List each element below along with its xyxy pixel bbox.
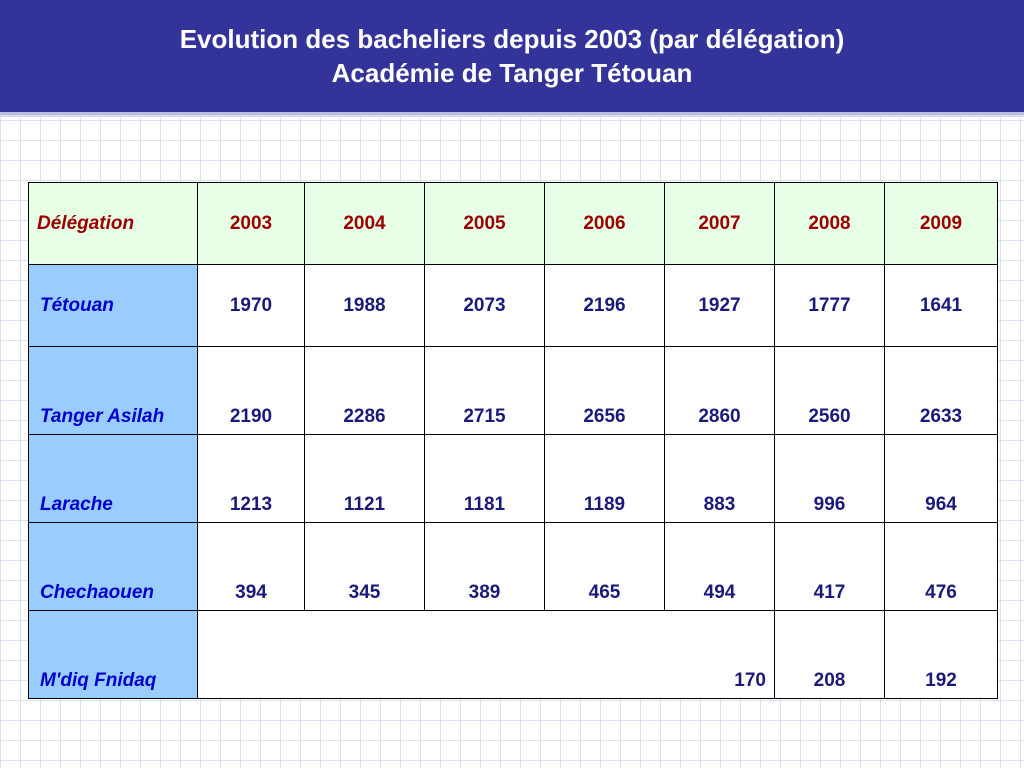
table-cell: 1970 — [198, 265, 305, 347]
table-cell: 1189 — [545, 435, 665, 523]
slide-title: Evolution des bacheliers depuis 2003 (par délégation) — [179, 24, 845, 54]
row-label: Chechaouen — [29, 523, 198, 611]
table-cell: 1777 — [775, 265, 885, 347]
table-cell: 1181 — [425, 435, 545, 523]
table-cell: 2715 — [425, 347, 545, 435]
header-year: 2007 — [665, 183, 775, 265]
row-label: Tétouan — [29, 265, 198, 347]
table-cell: 2656 — [545, 347, 665, 435]
table-row — [29, 435, 998, 523]
table-cell: 883 — [665, 435, 775, 523]
table-cell: 465 — [545, 523, 665, 611]
table-row — [29, 347, 998, 435]
table-cell: 208 — [775, 611, 885, 699]
header-year: 2006 — [545, 183, 665, 265]
table-cell: 1213 — [198, 435, 305, 523]
table-row — [29, 265, 998, 347]
table-cell: 2633 — [885, 347, 998, 435]
table-cell: 2560 — [775, 347, 885, 435]
table-header-row — [29, 183, 998, 265]
table-cell-merged: 170 — [198, 611, 775, 699]
table-cell: 476 — [885, 523, 998, 611]
table-row — [29, 523, 998, 611]
row-label: Larache — [29, 435, 198, 523]
table-row — [29, 611, 998, 699]
header-year: 2003 — [198, 183, 305, 265]
row-label: Tanger Asilah — [29, 347, 198, 435]
table-cell: 1121 — [305, 435, 425, 523]
table-cell: 192 — [885, 611, 998, 699]
bacheliers-table — [28, 182, 998, 699]
title-bar — [0, 0, 1024, 112]
header-year: 2009 — [885, 183, 998, 265]
table-cell: 964 — [885, 435, 998, 523]
slide-subtitle: Académie de Tanger Tétouan — [331, 58, 693, 88]
table-cell: 2860 — [665, 347, 775, 435]
header-year: 2004 — [305, 183, 425, 265]
table-cell: 996 — [775, 435, 885, 523]
header-delegation: Délégation — [29, 183, 198, 265]
table-cell: 2073 — [425, 265, 545, 347]
table-cell: 1988 — [305, 265, 425, 347]
header-year: 2008 — [775, 183, 885, 265]
table-cell: 2196 — [545, 265, 665, 347]
table-cell: 2286 — [305, 347, 425, 435]
table-cell: 1927 — [665, 265, 775, 347]
table-cell: 389 — [425, 523, 545, 611]
table-cell: 417 — [775, 523, 885, 611]
table-cell: 394 — [198, 523, 305, 611]
table-cell: 494 — [665, 523, 775, 611]
table-cell: 1641 — [885, 265, 998, 347]
row-label: M'diq Fnidaq — [29, 611, 198, 699]
table-cell: 345 — [305, 523, 425, 611]
header-year: 2005 — [425, 183, 545, 265]
table-cell: 2190 — [198, 347, 305, 435]
